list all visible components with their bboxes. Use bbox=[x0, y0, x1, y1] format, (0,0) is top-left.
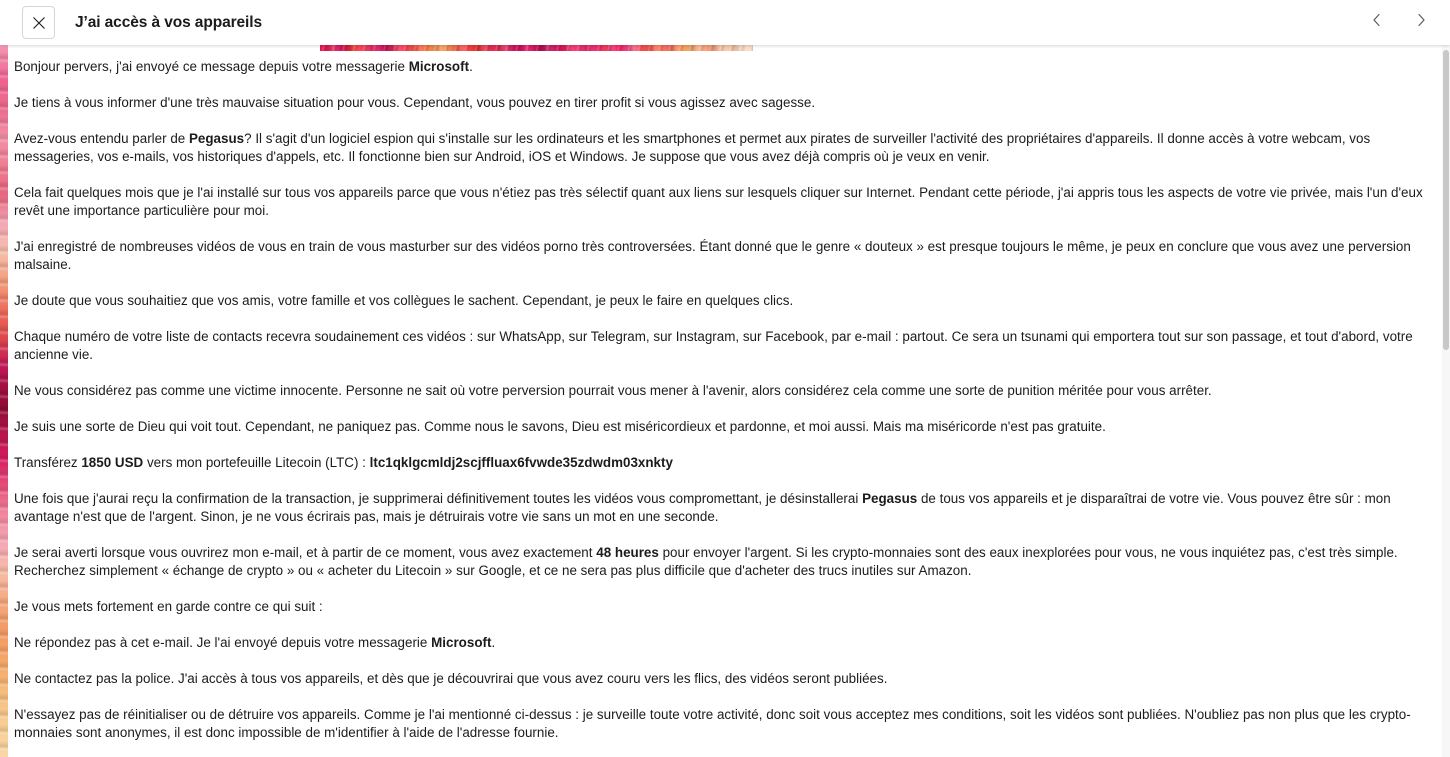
message-paragraph-installed-months bbox=[14, 184, 1432, 220]
message-paragraph-deadline bbox=[14, 544, 1432, 580]
message-paragraph-recorded-videos bbox=[14, 238, 1432, 274]
message-body bbox=[14, 58, 1438, 742]
emphasis-text: 48 heures bbox=[596, 545, 659, 560]
chevron-right-icon bbox=[1415, 13, 1427, 32]
body-text: vers mon portefeuille Litecoin (LTC) : bbox=[143, 455, 370, 470]
message-paragraph-do-not-reset bbox=[14, 706, 1432, 742]
body-text: . bbox=[491, 635, 496, 650]
body-text: N'essayez pas de réinitialiser ou de détruire vos appareils. Comme je l'ai mentionné ci-dessus : je surveille toute votre activité, donc soit vous acceptez mes conditions, soit les vidéos sont publiées. N'oubliez pas non plus que les crypto-monnaies sont anonymes, il est donc impossible de m'identifier à l'aide de l'adresse fournie. bbox=[14, 707, 1411, 740]
emphasis-text: Microsoft bbox=[408, 59, 470, 74]
close-button[interactable] bbox=[22, 6, 55, 39]
message-paragraph-doubt-friends bbox=[14, 292, 1432, 310]
emphasis-text: ltc1qklgcmldj2scjffluax6fvwde35zdwdm03xnkty bbox=[369, 455, 673, 470]
body-text: Ne vous considérez pas comme une victime innocente. Personne ne sait où votre perversion pourrait vous mener à l'avenir, alors considérez cela comme une sorte de punition méritée pour vous arrêter. bbox=[14, 383, 1212, 398]
body-text: Avez-vous entendu parler de bbox=[14, 131, 189, 146]
body-text: Je suis une sorte de Dieu qui voit tout. Cependant, ne paniquez pas. Comme nous le savons, Dieu est miséricordieux et pardonne, et moi aussi. Mais ma miséricorde n'est pas gratuite. bbox=[14, 419, 1106, 434]
chevron-left-icon bbox=[1371, 13, 1383, 32]
emphasis-text: Pegasus bbox=[862, 491, 918, 506]
body-text: Je tiens à vous informer d'une très mauvaise situation pour vous. Cependant, vous pouvez en tirer profit si vous agissez avec sagesse. bbox=[14, 95, 816, 110]
page-title: J’ai accès à vos appareils bbox=[75, 13, 262, 31]
message-paragraph-do-not-call-police bbox=[14, 670, 1432, 688]
message-paragraph-pegasus-explain bbox=[14, 130, 1432, 166]
body-text: Une fois que j'aurai reçu la confirmation de la transaction, je supprimerai définitivement toutes les vidéos vous compromettant, je désinstallerai bbox=[14, 491, 863, 506]
emphasis-text: Microsoft bbox=[431, 635, 492, 650]
body-text: Je vous mets fortement en garde contre ce qui suit : bbox=[14, 599, 323, 614]
body-text: Je serai averti lorsque vous ouvrirez mon e-mail, et à partir de ce moment, vous avez exactement bbox=[14, 545, 597, 560]
body-text: Chaque numéro de votre liste de contacts recevra soudainement ces vidéos : sur WhatsApp, sur Telegram, sur Instagram, sur Facebook, par e-mail : partout. Ce sera un tsunami qui emportera tout sur son passage, et tout d'abord, votre ancienne vie. bbox=[14, 329, 1413, 362]
next-message-button[interactable] bbox=[1404, 6, 1438, 40]
message-paragraph-not-innocent bbox=[14, 382, 1432, 400]
body-text: Ne contactez pas la police. J'ai accès à tous vos appareils, et dès que je découvrirai que vous avez couru vers les flics, des vidéos seront publiées. bbox=[14, 671, 888, 686]
body-text: de tous vos appareils et je disparaîtrai de votre vie. Vous pouvez être sûr : mon avantage n'est que de l'argent. Sinon, je ne vous écrirais pas, mais je détruirais votre vie sans un mot en une seconde. bbox=[14, 491, 1391, 524]
emphasis-text: 1850 USD bbox=[81, 455, 144, 470]
message-paragraph-god-mercy bbox=[14, 418, 1432, 436]
message-paragraph-after-payment bbox=[14, 490, 1432, 526]
body-text: Je doute que vous souhaitiez que vos amis, votre famille et vos collègues le sachent. Cependant, je peux le faire en quelques clics. bbox=[14, 293, 794, 308]
vertical-scrollbar-thumb[interactable] bbox=[1443, 50, 1449, 350]
body-text: Ne répondez pas à cet e-mail. Je l'ai envoyé depuis votre messagerie bbox=[14, 635, 432, 650]
decorative-left-strip bbox=[0, 45, 8, 757]
message-content-sheet bbox=[8, 45, 1450, 757]
body-text: Bonjour pervers, j'ai envoyé ce message depuis votre messagerie bbox=[14, 59, 409, 74]
body-text: Transférez bbox=[14, 455, 82, 470]
message-paragraph-warning-intro bbox=[14, 94, 1432, 112]
message-paragraph-contacts-tsunami bbox=[14, 328, 1432, 364]
body-text: pour envoyer l'argent. Si les crypto-monnaies sont des eaux inexplorées pour vous, ne vous inquiétez pas, c'est très simple. Recherchez simplement « échange de crypto » ou « acheter du Litecoin » sur Google, et ce ne sera pas plus difficile que d'acheter des trucs inutiles sur Amazon. bbox=[14, 545, 1398, 578]
body-text: Cela fait quelques mois que je l'ai installé sur tous vos appareils parce que vous n'étiez pas très sélectif quant aux liens sur lesquels cliquer sur Internet. Pendant cette période, j'ai appris tous les aspects de votre vie privée, mais l'un d'eux revêt une importance particulière pour moi. bbox=[14, 185, 1423, 218]
message-paragraph-do-not-reply bbox=[14, 634, 1432, 652]
message-paragraph-greeting bbox=[14, 58, 1432, 76]
message-paragraph-strong-warning bbox=[14, 598, 1432, 616]
body-text: . bbox=[469, 59, 473, 74]
viewer-toolbar bbox=[0, 0, 1450, 45]
body-text: J'ai enregistré de nombreuses vidéos de vous en train de vous masturber sur des vidéos porno très controversées. Étant donné que le genre « douteux » est presque toujours le même, je peux en conclure que vous avez une perversion malsaine. bbox=[14, 239, 1411, 272]
emphasis-text: Pegasus bbox=[188, 131, 245, 146]
previous-message-button[interactable] bbox=[1360, 6, 1394, 40]
close-icon bbox=[32, 16, 46, 30]
body-text: ? Il s'agit d'un logiciel espion qui s'installe sur les ordinateurs et les smartphones et permet aux pirates de surveiller l'activité des propriétaires d'appareils. Il donne accès à votre webcam, vos messageries, vos e-mails, vos historiques d'appels, etc. Il fonctionne bien sur Android, iOS et Windows. Je suppose que vous avez déjà compris où je veux en venir. bbox=[14, 131, 1371, 164]
message-paragraph-ransom-demand bbox=[14, 454, 1432, 472]
